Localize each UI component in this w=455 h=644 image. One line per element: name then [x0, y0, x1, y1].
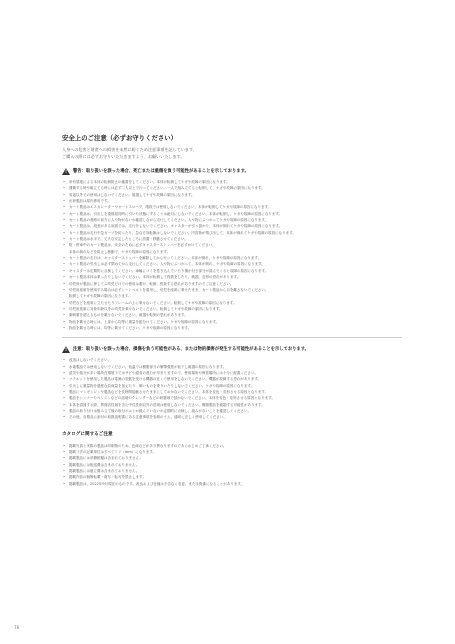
list-item: • 出荷製品は屋内専用です。 [62, 198, 402, 204]
list-item: • 用途以外での使用はしないでください。破損してケガや故障の原因になります。 [62, 192, 402, 198]
list-item: 転倒してケガや故障の原因になります。 [69, 294, 132, 299]
list-item: • カート製品はエスカレーターやオートスロープ、階段では使用しないでください。本体が転倒してケガや故障の原因になります。 [62, 204, 402, 210]
list-item: • 掲載製品は、2022年9月現在のものです。改良および仕様は予告なく変更、または廃番になることがあります。 [62, 481, 402, 487]
list-item: • カート製品は、段差がある床面では、走行をしないでください。キャスターが引っ掛かり、本体が倒れてケガや故障の原因になります。 [62, 223, 402, 229]
list-item: • 掲載内容の無断転載・複写・転写を禁止します。 [62, 474, 402, 480]
list-item: • 幼児用座席に対象年齢以外の幼児を乗せないでください。転倒してケガや故障の原因になります。 [62, 306, 402, 312]
warning-triangle-icon [62, 168, 70, 175]
list-item: • キャスターは定期的に点検してください。車輪にゴミを巻き込んでいたり傷が付き部分が曲んでくると故障の原因になります。 [62, 268, 402, 274]
page-number: 76 [14, 625, 20, 630]
catalog-heading: カタログに関するご注意 [62, 431, 113, 437]
list-item: • カート製品は、引出しを複数段同時に引いた状態にすることは絶対にしないでください。本体が転倒し、ケガや故障の原因になります。 [62, 211, 402, 217]
list-item: • カート製品の進路の前方に人や物がないか確認しながら走行してください。人や物にぶつかってケガや故障の原因になります。 [62, 217, 402, 223]
list-item: • マテルットを使用した製品は電流の変動を受ける機器の近くで使用をしないでください。機器が故障する恐れがあります。 [62, 376, 402, 382]
list-item: • 幼児用が製品に押してぶ幼児だけでの使用は避け、転倒、怪我する恐れがありますのでご注意ください。 [62, 281, 402, 287]
warning-list [62, 179, 402, 331]
list-item: • 湿気や塩分が多い場所在環境下ではサビや腐食の進行が早まりますので、使用場所や保管場所には十分に配慮ください。 [62, 370, 402, 376]
list-item: • 引出しに重量物を過度な負荷量を加えたり、飾いものを乗りいたりしないでください。ケガや故障の原因になります。 [62, 383, 402, 389]
list-item: • 本体を清掃する際、界面活性剤を含む中性洗剤以外の洗剤は使用しないでください。樹脂製品を破損する可能性があります。 [62, 402, 402, 408]
list-item: • 掲載製品には消費税額は含まれておりません。 [62, 455, 402, 461]
caution-heading: 注意：取り扱いを誤った場合、損傷を負う可能性がある、または物的損害が発生する可能性があることを示しております。 [73, 347, 309, 353]
list-item: • カート製品の引出しは必ず閉めてから走行してください。人や物にぶつかって、本体が倒れ、ケガや故障の原因になります。 [62, 261, 402, 267]
list-item: • 水素製品では使用しないでください。低温では樹脂部分の衝撃強度が低下し破損の原因になります。 [62, 364, 402, 370]
list-item: • カート製品は走行中急カーブを切ったり、急な方向転換はしないでください。内容物が飛び出して、本体が倒れてケガや故障の原因になります。 [62, 230, 402, 236]
list-item: • 掲載写真と実際の製品は印刷物のため、色味などが多少異なりますのであらかじめご了承ください。 [62, 443, 402, 449]
list-item: • 製品の取り付けは組み立て後の取付ボルトが緩んでいないか定期的に点検し、緩みがないことを確認してください。 [62, 408, 402, 414]
intro-line-1: 人身への危害と財産への損害を未然に防ぐため注意事項を記しています。 [62, 147, 197, 152]
catalog-list [62, 443, 402, 487]
list-item: • 所有屋根による本体の転倒防止の確書をしてください。本体が転倒してケガや故障の原因になります。 [62, 179, 402, 185]
list-item: • カート製品本体は乗ったりしないでください。本体が転倒して怪我をしたり、破損、変形の恐れがあります。 [62, 274, 402, 280]
caution-heading-row [62, 346, 402, 353]
list-item: • 掲載製品には配送費は含まれておりません。 [62, 462, 402, 468]
list-item: • 製品にマンガンジンヤ製品などを長時間接触させたままにしておかないでください。本体を変色・変形させる原因となります。 [62, 389, 402, 395]
safety-notice-section [62, 134, 402, 487]
list-item: • カート製品の走行は、キャスターストッパーを解除してから行ってください。本体が倒れ、ケガや故障の原因になります。 [62, 255, 402, 261]
caution-list [62, 357, 402, 420]
warning-heading: 警告：取り扱いを誤った場合、死亡または重傷を負う可能性があることを示しております。 [73, 169, 249, 174]
list-item: • 改造はしないでください。 [62, 357, 402, 363]
list-item: • 幼児用座席を使用する場合は必ずシートベルトを着用し、幼児を座席に乗せたまま、カート製品から目を離さないでください。 [62, 287, 402, 293]
list-item: • 掲載寸法の記載単位はすべてミリ（mm）になります。 [62, 449, 402, 455]
divider [62, 337, 402, 338]
list-item: • 駐・停車中のカート製品は、安全のために必ずキャスターストッパーを必ずかけてください。 [62, 242, 402, 248]
list-item: • カート製品は水平で、丈夫な安定したところに設置・移動させてください。 [62, 236, 402, 242]
list-item: • 御荷重を超えるものを載せないでください。破損や転倒の恐れがあります。 [62, 312, 402, 318]
list-item: • 幼児などを座席に立たせたりフレームの上に乗せないでください。転倒してケガや故障の原因になります。 [62, 300, 402, 306]
intro-line-2: ご購入の際には必ずお守りいただきますよう、お願いいたします。 [62, 154, 185, 159]
list-item: • 物品を載せる時には、上部から均等に重量を振分けてください。ケガや故障の原因になります。 [62, 319, 402, 325]
warning-heading-row [62, 168, 402, 175]
page-title: 安全上のご注意（必ずお守りください） [62, 134, 178, 142]
list-item: • 掲載製品には組立費は含まれておりません。 [62, 468, 402, 474]
list-item: 本体の倒れなどを防止し移動で、ケガや故障の原因になります。 [69, 249, 171, 254]
caution-triangle-icon [62, 346, 70, 353]
list-item: • 物品を載せる時には、均等に載せてください。ケガや故障の原因になります。 [62, 325, 402, 331]
list-item: • 製品をシンナーやベンジンなどの溶剤やクレンザーなどの研磨剤で拭かないでください。本体を変色・変形させる原因となります。 [62, 395, 402, 401]
list-item: • その他、各製品に添付の取扱説明書にある注意事項を参照のうえ、適切に正しく使用してください。 [62, 414, 402, 420]
list-item: • 運搬する時や組立てる時には必ず二人以上で行ってください。一人で組み立てると転倒して、ケガや故障の原因になります。 [62, 185, 402, 191]
